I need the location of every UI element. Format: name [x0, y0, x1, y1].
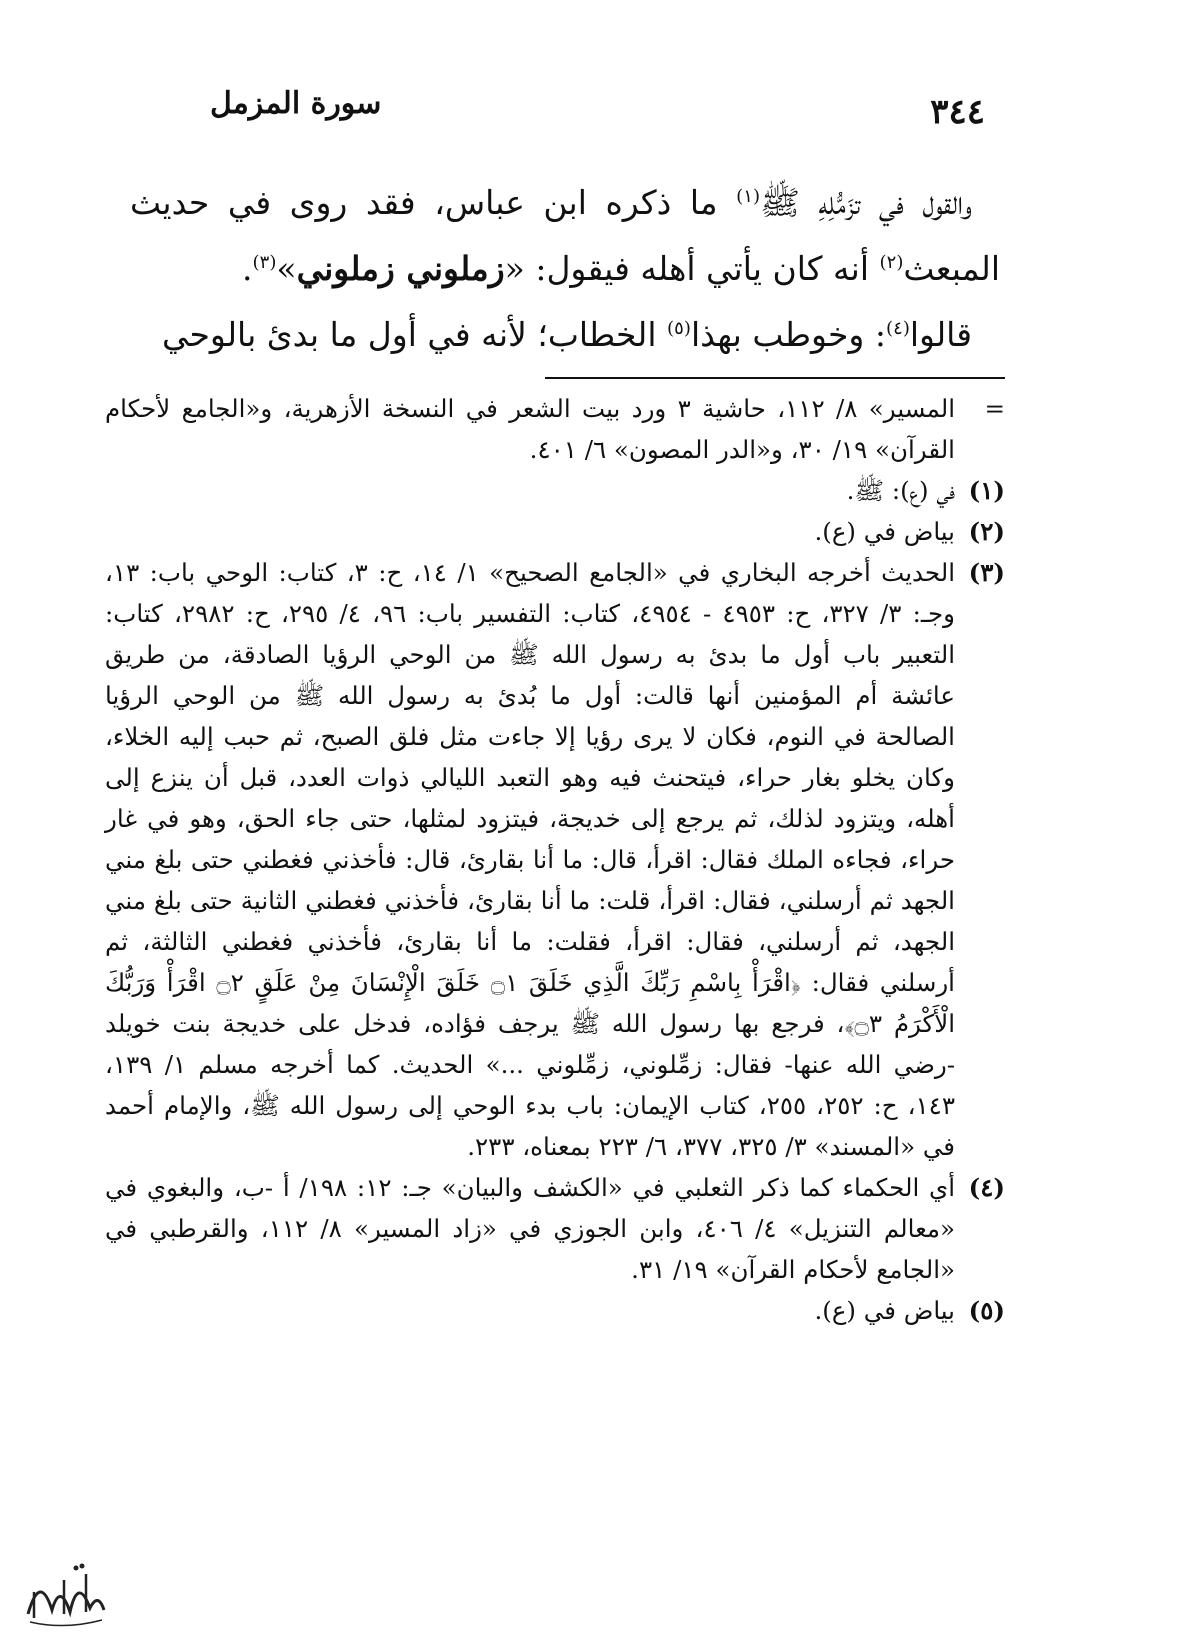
text-run: أنه كان يأتي أهله فيقول: « [504, 249, 880, 288]
footnote-ref-1: (١) [736, 186, 761, 207]
footnote-ref-4: (٤) [885, 318, 910, 339]
footnote-3 [105, 552, 1005, 1167]
footnote-text: في (ع): ﷺ. [846, 476, 955, 505]
footnote-continuation [105, 388, 1005, 470]
footnote-text: الحديث أخرجه البخاري في «الجامع الصحيح» ١/ ١٤، ح: ٣، كتاب: الوحي باب: ١٣، وجـ: ٣/ ٣٢٧، ح: ٤٩٥٣ - ٤٩٥٤، كتاب: التفسير باب: ٩٦، ٤/ ٢٩٥، ح: ٢٩٨٢، كتاب: التعبير باب أول ما بدئ به رسول الله ﷺ من الوحي الرؤيا الصادقة، من طريق عائشة أم المؤمنين أنها قالت: أول ما بُدئ به رسول الله ﷺ من الوحي الرؤيا الصالحة في النوم، فكان لا يرى رؤيا إلا جاءت مثل فلق الصبح، ثم حبب إليه الخلاء، وكان يخلو بغار حراء، فيتحنث فيه وهو التعبد الليالي ذوات العدد، قبل أن ينزع إلى أهله، ويتزود لذلك، ثم يرجع إلى خديجة، فيتزود لمثلها، حتى جاء الحق، وهو في غار حراء، فجاءه الملك فقال: اقرأ، قال: ما أنا بقارئ، قال: فأخذني فغطني حتى بلغ مني الجهد ثم أرسلني، فقال: اقرأ، قلت: ما أنا بقارئ، فأخذني فغطني الثانية حتى بلغ مني الجهد، ثم أرسلني، فقال: اقرأ، فقلت: ما أنا بقارئ، فأخذني فغطني الثالثة، ثم أرسلني فقال: ﴿اقْرَأْ بِاسْمِ رَبِّكَ الَّذِي خَلَقَ ۝١ خَلَقَ الْإِنْسَانَ مِنْ عَلَقٍ ۝٢ اقْرَأْ وَرَبُّكَ الْأَكْرَمُ ۝٣﴾، فرجع بها رسول الله ﷺ يرجف فؤاده، فدخل على خديجة بنت خويلد -رضي الله عنها- فقال: زمِّلوني، زمِّلوني ...» الحديث. كما أخرجه مسلم ١/ ١٣٩، ١٤٣، ح: ٢٥٢، ٢٥٥، كتاب الإيمان: باب بدء الوحي إلى رسول الله ﷺ، والإمام أحمد في «المسند» ٣/ ٣٢٥، ٣٧٧، ٦/ ٢٢٣ بمعناه، ٢٣٣. [105, 558, 956, 1161]
text-run: ما ذكره ابن عباس، فقد روى في حديث المبعث [130, 183, 1000, 288]
footnote-text: بياض في (ع). [814, 1296, 955, 1325]
text-run: . [241, 249, 253, 288]
watermark-logo [20, 1552, 110, 1632]
text-run: قالوا [909, 315, 972, 354]
surah-title: سورة المزمل [210, 86, 382, 121]
main-paragraph-2 [130, 302, 1000, 368]
footnote-divider [545, 377, 1005, 379]
footnote-ref-2: (٢) [879, 252, 904, 273]
footnote-number: (٣) [968, 558, 1005, 587]
footnote-5 [105, 1290, 1005, 1331]
footnote-ref-3: (٣) [252, 252, 277, 273]
text-run: الخطاب؛ لأنه في أول ما بدئ بالوحي [162, 315, 668, 354]
text-run: والقول في تزَمُّلِهِ ﷺ [760, 183, 972, 222]
hadith-quote: زملوني زملوني [296, 249, 505, 288]
footnote-text: أي الحكماء كما ذكر الثعلبي في «الكشف والبيان» جـ: ١٢: ١٩٨/ أ -ب، والبغوي في «معالم التنزيل» ٤/ ٤٠٦، وابن الجوزي في «زاد المسير» ٨/ ١١٢، والقرطبي في «الجامع لأحكام القرآن» ١٩/ ٣١. [105, 1173, 956, 1284]
footnote-text: بياض في (ع). [814, 517, 955, 546]
footnote-number: (٥) [968, 1296, 1005, 1325]
continuation-marker: = [984, 394, 1005, 423]
footnote-1 [105, 470, 1005, 511]
footnote-2 [105, 511, 1005, 552]
page-number: ٣٤٤ [930, 92, 985, 132]
page-header [210, 86, 985, 136]
footnote-number: (٢) [968, 517, 1005, 546]
text-run: : وخوطب بهذا [690, 315, 886, 354]
main-text [130, 170, 1000, 368]
footnotes [105, 388, 1005, 1331]
main-paragraph-1 [130, 170, 1000, 302]
calligraphy-logo-icon [20, 1552, 110, 1632]
text-run: » [276, 249, 297, 288]
footnote-number: (٤) [968, 1173, 1005, 1202]
footnote-number: (١) [968, 476, 1005, 505]
footnote-4 [105, 1167, 1005, 1290]
footnote-ref-5: (٥) [667, 318, 691, 339]
footnote-text: المسير» ٨/ ١١٢، حاشية ٣ ورد بيت الشعر في النسخة الأزهرية، و«الجامع لأحكام القرآن» ١٩/ ٣٠، و«الدر المصون» ٦/ ٤٠١. [105, 394, 956, 464]
